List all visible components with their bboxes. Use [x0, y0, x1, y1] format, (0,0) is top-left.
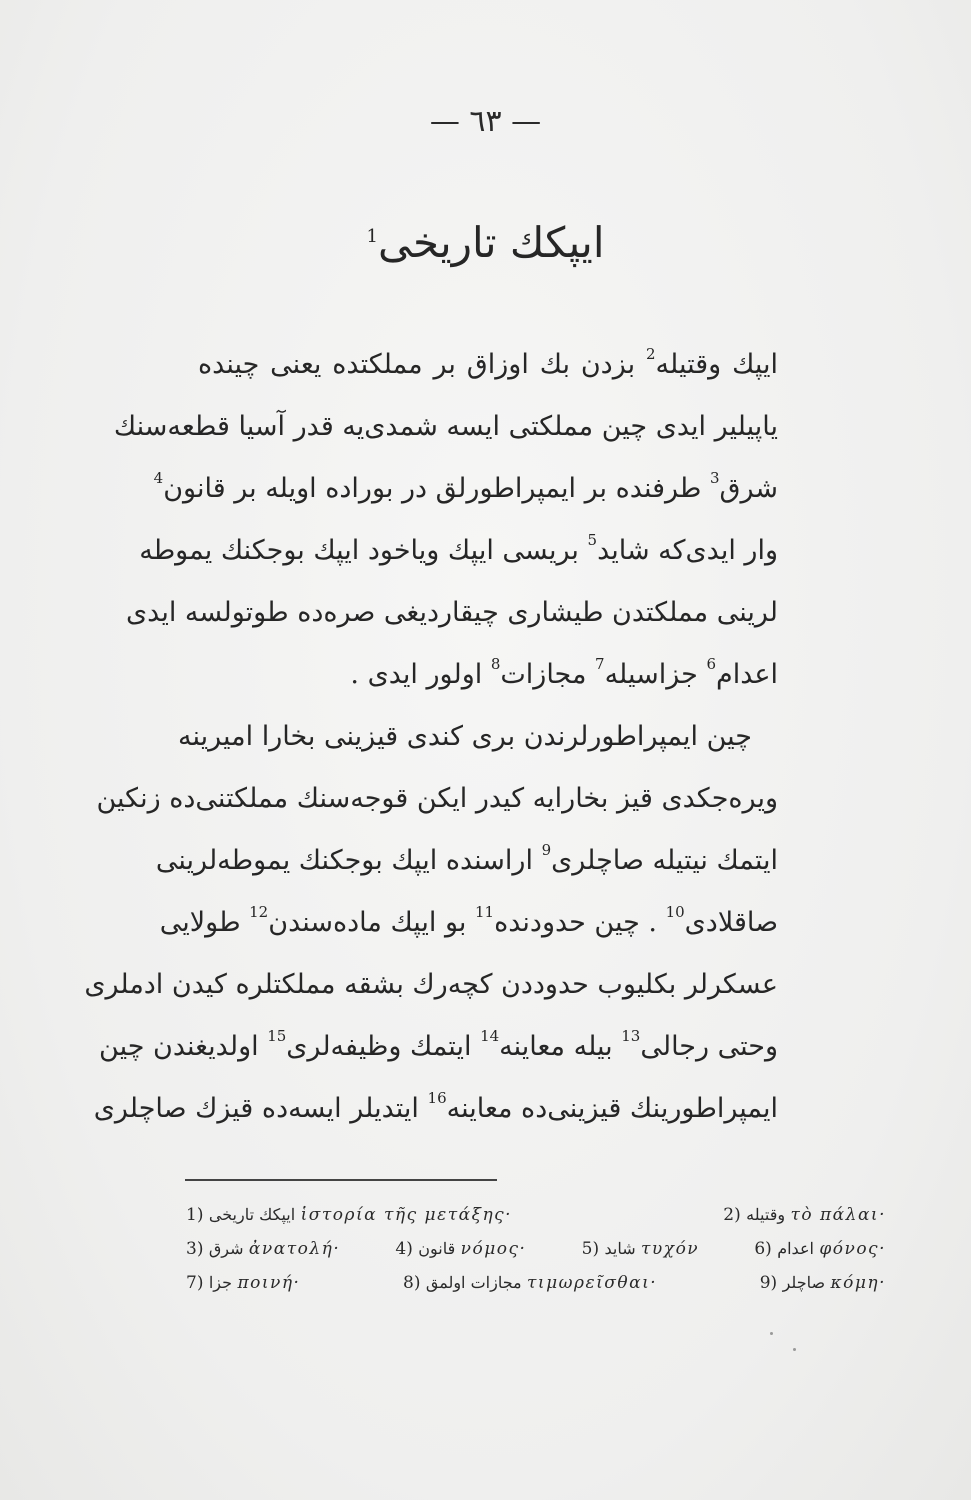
footnote-ref: 11: [475, 903, 495, 921]
footnote-ref: 5: [587, 531, 598, 549]
footnote-ottoman-term: شرق: [208, 1239, 244, 1258]
text-line: [153, 458, 778, 520]
text-line: [126, 582, 778, 644]
footnote-row: [186, 1198, 886, 1232]
footnote-ref: 6: [706, 655, 716, 673]
footnote-ref: 15: [267, 1027, 287, 1045]
footnote-ref: 12: [249, 903, 269, 921]
text-line: [159, 892, 778, 954]
text-segment: بریسی ایپك ویاخود ایپك بوجكنك یموطه‌: [139, 535, 588, 566]
footnote-ottoman-term: وقتیله: [746, 1205, 786, 1224]
footnote-ottoman-term: ایپكك تاریخی: [208, 1205, 296, 1224]
footnote-item: [186, 1266, 300, 1300]
text-segment: بو ایپك ماده‌سندن: [268, 907, 475, 938]
text-segment: چین ایمپراطورلرندن بری كندی قیزینی بخارا امیرینه: [177, 721, 752, 752]
body-text: [84, 334, 778, 1140]
text-segment: مجازات: [500, 659, 596, 690]
footnote-number: 6): [754, 1239, 772, 1259]
text-segment: ایتمك وظیفه‌لری: [286, 1031, 481, 1062]
footnotes: [186, 1198, 886, 1300]
text-line: [93, 1078, 778, 1140]
text-line: [84, 954, 778, 1016]
footnote-ref: 16: [427, 1089, 447, 1107]
footnote-number: 4): [395, 1239, 413, 1259]
footnote-item: [395, 1232, 526, 1266]
text-segment: لرینی مملكتدن طیشاری چیقاردیغی صره‌ده طوتولسه ایدی: [126, 597, 778, 628]
paper-speck: [770, 1332, 773, 1335]
footnote-ottoman-term: قانون: [418, 1239, 456, 1258]
footnote-number: 1): [186, 1205, 204, 1225]
footnote-ref: 9: [541, 841, 552, 859]
text-segment: ایپك وقتیله: [655, 349, 778, 380]
footnote-number: 8): [403, 1273, 421, 1293]
text-segment: یاپیلیر ایدی چین مملكتی ایسه شمدی‌یه قدر آسیا قطعه‌سنك: [113, 411, 778, 442]
text-segment: ایمپراطورینك قیزینی‌ده معاینه: [446, 1093, 778, 1124]
text-line: [113, 396, 778, 458]
footnote-ref: 7: [595, 655, 605, 673]
text-segment: وار ایدی‌كه شاید: [597, 535, 778, 566]
text-segment: وحتی رجالی: [640, 1031, 778, 1062]
footnote-greek-term: ποινή·: [237, 1273, 301, 1293]
footnote-item: [186, 1232, 340, 1266]
footnote-row: [186, 1232, 886, 1266]
footnote-ref: 8: [490, 655, 501, 673]
footnote-number: 2): [723, 1205, 741, 1225]
chapter-title-footnote-ref: 1: [366, 226, 378, 247]
text-segment: اولدیغندن چین: [99, 1031, 268, 1062]
footnote-greek-term: ἀνατολή·: [248, 1239, 341, 1259]
footnote-item: [723, 1198, 886, 1232]
text-segment: عسكرلر بكلیوب حدوددن كچه‌رك بشقه مملكتلره كیدن ادملری: [84, 969, 778, 1000]
footnote-item: [403, 1266, 657, 1300]
text-segment: طرفنده بر ایمپراطورلق در بوراده اویله بر قانون: [163, 473, 710, 504]
paper-speck: [793, 1348, 796, 1351]
footnote-number: 3): [186, 1239, 204, 1259]
footnote-ottoman-term: صاچلر: [782, 1273, 826, 1292]
footnote-ref: 14: [480, 1027, 500, 1045]
text-segment: بیله معاینه: [499, 1031, 622, 1062]
footnote-greek-term: κόμη·: [830, 1273, 886, 1293]
footnote-ottoman-term: جزا: [208, 1273, 233, 1292]
footnote-ref: 3: [709, 469, 720, 487]
footnote-ref: 2: [646, 345, 656, 363]
footnote-ottoman-term: مجازات اولمق: [425, 1273, 522, 1292]
footnote-row: [186, 1266, 886, 1300]
text-segment: صاقلادی: [684, 907, 778, 938]
footnote-greek-term: ἱστορία τῆς μετάξης·: [300, 1205, 513, 1225]
footnote-separator: [185, 1179, 497, 1181]
text-line: [198, 644, 778, 706]
chapter-title-text: ایپكك تاریخی: [377, 218, 605, 267]
footnote-greek-term: τὸ πάλαι·: [790, 1205, 886, 1225]
footnote-number: 9): [759, 1273, 778, 1293]
text-segment: جزاسیله: [604, 659, 707, 690]
text-line: [99, 1016, 778, 1078]
text-line: [139, 520, 778, 582]
text-line: [177, 706, 778, 768]
footnote-greek-term: φόνος·: [819, 1239, 886, 1259]
footnote-item: [186, 1198, 512, 1232]
footnote-ottoman-term: اعدام: [777, 1239, 814, 1258]
text-segment: ایتمك نیتیله صاچلری: [551, 845, 778, 876]
text-segment: اولور ایدی .: [350, 659, 491, 690]
text-segment: . چین حدودنده: [494, 907, 666, 938]
footnote-item: [754, 1232, 886, 1266]
text-segment: اعدام: [715, 659, 778, 690]
text-segment: ایتدیلر ایسه‌ده قیزك صاچلری: [93, 1093, 428, 1124]
text-segment: ویره‌جكدی قیز بخارایه كیدر ایكن قوجه‌سنك مملكتنی‌ده زنكین: [96, 783, 778, 814]
footnote-number: 7): [186, 1273, 204, 1293]
text-line: [96, 768, 778, 830]
footnote-item: [760, 1266, 886, 1300]
text-segment: شرق: [719, 473, 778, 504]
footnote-greek-term: τιμωρεῖσθαι·: [527, 1273, 658, 1293]
footnote-ref: 13: [621, 1027, 641, 1045]
text-segment: طولایی: [159, 907, 250, 938]
footnote-greek-term: νόμος·: [460, 1239, 527, 1259]
footnote-ref: 4: [153, 469, 164, 487]
footnote-greek-term: τυχόν: [641, 1239, 700, 1259]
footnote-item: [582, 1232, 700, 1266]
page-number: — ٦٣ —: [429, 104, 542, 139]
text-segment: بزدن بك اوزاق بر مملكتده یعنی چینده: [198, 349, 646, 380]
footnote-ref: 10: [665, 903, 685, 921]
text-line: [155, 830, 778, 892]
chapter-title: [0, 218, 971, 267]
footnote-ottoman-term: شاید: [604, 1239, 636, 1258]
text-line: [198, 334, 778, 396]
text-segment: اراسنده ایپك بوجكنك یموطه‌لرینی: [155, 845, 542, 876]
footnote-number: 5): [581, 1239, 600, 1259]
